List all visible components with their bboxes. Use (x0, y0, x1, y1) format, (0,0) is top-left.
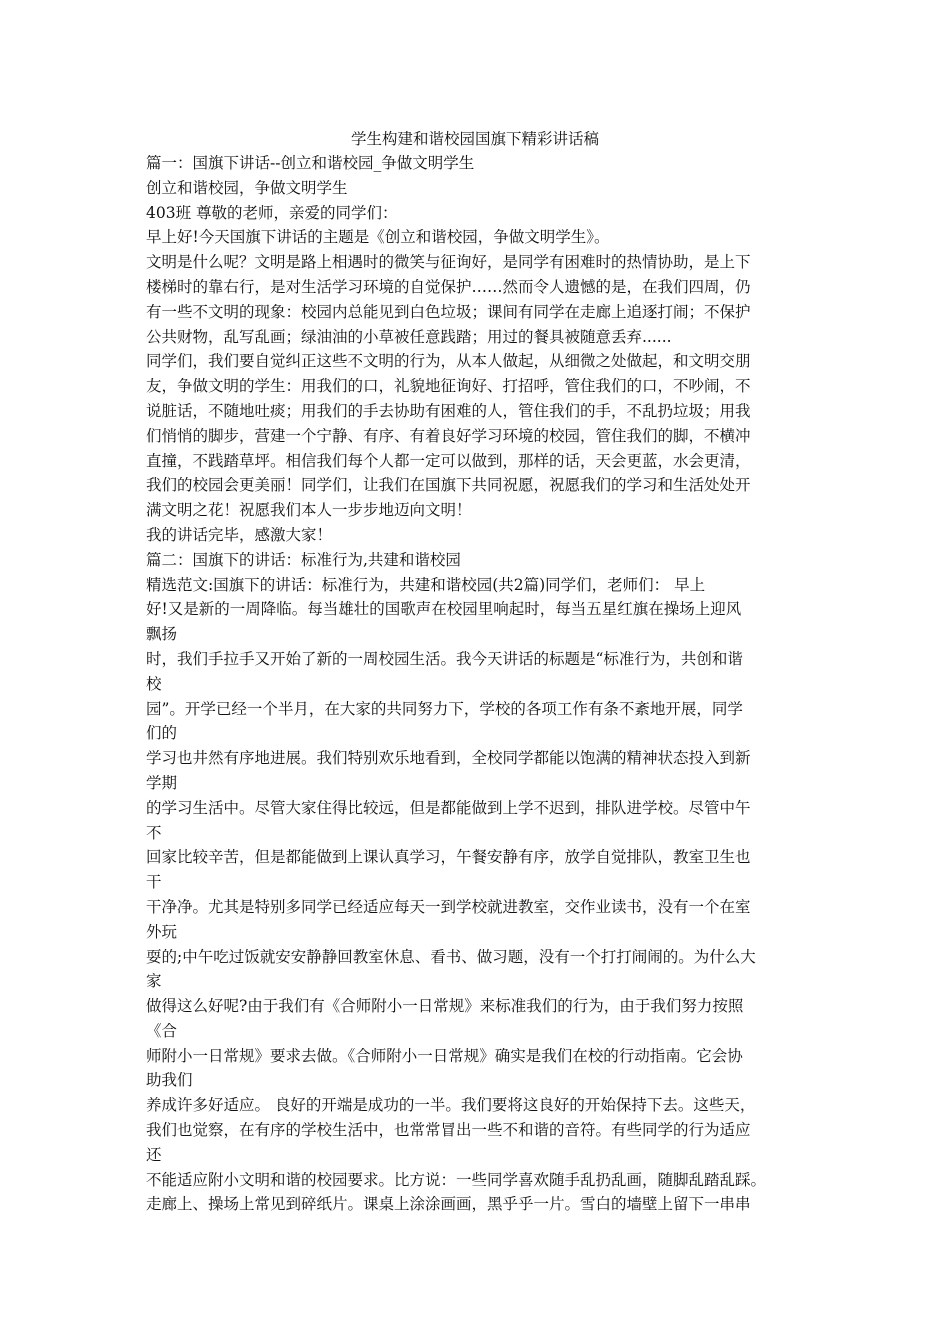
text-line: 403班 尊敬的老师，亲爱的同学们： (146, 203, 398, 222)
text-line: 回家比较辛苦，但是都能做到上课认真学习，午餐安静有序，放学自觉排队，教室卫生也 (146, 848, 751, 867)
text-line: 同学们，我们要自觉纠正这些不文明的行为，从本人做起，从细微之处做起，和文明交朋 (146, 352, 751, 371)
text-line: 做得这么好呢?由于我们有《合师附小一日常规》来标准我们的行为，由于我们努力按照 (146, 997, 744, 1016)
text-line: 的学习生活中。尽管大家住得比较远，但是都能做到上学不迟到，排队进学校。尽管中午 (146, 798, 751, 817)
text-line: 我们也觉察，在有序的学校生活中，也常常冒出一些不和谐的音符。有些同学的行为适应 (146, 1121, 751, 1140)
text-line: 楼梯时的靠右行，是对生活学习环境的自觉保护……然而令人遗憾的是，在我们四周，仍 (146, 277, 751, 296)
text-line: 公共财物，乱写乱画；绿油油的小草被任意践踏；用过的餐具被随意丢弃...... (146, 327, 672, 346)
text-line: 早上好!今天国旗下讲话的主题是《创立和谐校园，争做文明学生》。 (146, 228, 610, 247)
text-line: 干 (146, 873, 162, 892)
text-line: 好!又是新的一周降临。每当雄壮的国歌声在校园里响起时，每当五星红旗在操场上迎风 (146, 600, 742, 619)
text-line: 创立和谐校园，争做文明学生 (146, 178, 348, 197)
text-line: 篇一：国旗下讲话--创立和谐校园_争做文明学生 (146, 154, 475, 172)
text-line: 师附小一日常规》要求去做。《合师附小一日常规》确实是我们在校的行动指南。它会协 (146, 1046, 743, 1065)
text-line: 们的 (146, 724, 178, 743)
text-line: 我们的校园会更美丽！同学们，让我们在国旗下共同祝愿，祝愿我们的学习和生活处处开 (146, 476, 751, 495)
text-line: 耍的;中午吃过饭就安安静静回教室休息、看书、做习题，没有一个打打闹闹的。为什么大 (146, 947, 756, 966)
text-line: 时，我们手拉手又开始了新的一周校园生活。我今天讲话的标题是“标准行为，共创和谐 (146, 649, 743, 668)
text-line: 还 (146, 1145, 162, 1164)
text-line: 不能适应附小文明和谐的校园要求。比方说：一些同学喜欢随手乱扔乱画，随脚乱踏乱踩。 (146, 1170, 767, 1189)
text-line: 直撞，不践踏草坪。相信我们每个人都一定可以做到，那样的话，天会更蓝，水会更清， (146, 451, 751, 470)
text-line: 友，争做文明的学生：用我们的口，礼貌地征询好、打招呼，管住我们的口，不吵闹，不 (146, 377, 751, 396)
text-line: 养成许多好适应。 良好的开端是成功的一半。我们要将这良好的开始保持下去。这些天， (146, 1096, 756, 1115)
text-line: 外玩 (146, 922, 178, 941)
text-line: 精选范文:国旗下的讲话：标准行为，共建和谐校园(共2篇)同学们，老师们： 早上 (146, 575, 706, 594)
text-line: 家 (146, 972, 162, 991)
text-line: 篇二：国旗下的讲话：标准行为,共建和谐校园 (146, 550, 461, 569)
text-line: 有一些不文明的现象：校园内总能见到白色垃圾；课间有同学在走廊上追逐打闹；不保护 (146, 302, 751, 321)
text-line: 校 (146, 674, 162, 693)
text-line: 说脏话，不随地吐痰；用我们的手去协助有困难的人，管住我们的手，不乱扔垃圾；用我 (146, 401, 751, 420)
text-line: 我的讲话完毕，感激大家！ (146, 525, 333, 544)
document-title: 学生构建和谐校园国旗下精彩讲话稿 (350, 130, 599, 148)
text-line: 满文明之花！祝愿我们本人一步步地迈向文明！ (146, 501, 472, 520)
text-line: 们悄悄的脚步，营建一个宁静、有序、有着良好学习环境的校园，管住我们的脚，不横冲 (146, 426, 751, 445)
text-line: 不 (146, 823, 162, 842)
text-line: 走廊上、操场上常见到碎纸片。课桌上涂涂画画，黑乎乎一片。雪白的墙壁上留下一串串 (146, 1195, 751, 1214)
text-line: 学习也井然有序地进展。我们特别欢乐地看到，全校同学都能以饱满的精神状态投入到新 (146, 749, 751, 768)
text-line: 文明是什么呢？文明是路上相遇时的微笑与征询好，是同学有困难时的热情协助，是上下 (146, 253, 751, 272)
text-line: 飘扬 (146, 625, 178, 644)
document-body (146, 151, 808, 1217)
text-line: 学期 (146, 773, 178, 792)
text-line: 《合 (146, 1021, 178, 1040)
text-line: 干净净。尤其是特别多同学已经适应每天一到学校就进教室，交作业读书，没有一个在室 (146, 897, 751, 916)
text-line: 助我们 (146, 1071, 193, 1090)
text-line: 园”。开学已经一个半月，在大家的共同努力下，学校的各项工作有条不紊地开展，同学 (146, 699, 743, 718)
